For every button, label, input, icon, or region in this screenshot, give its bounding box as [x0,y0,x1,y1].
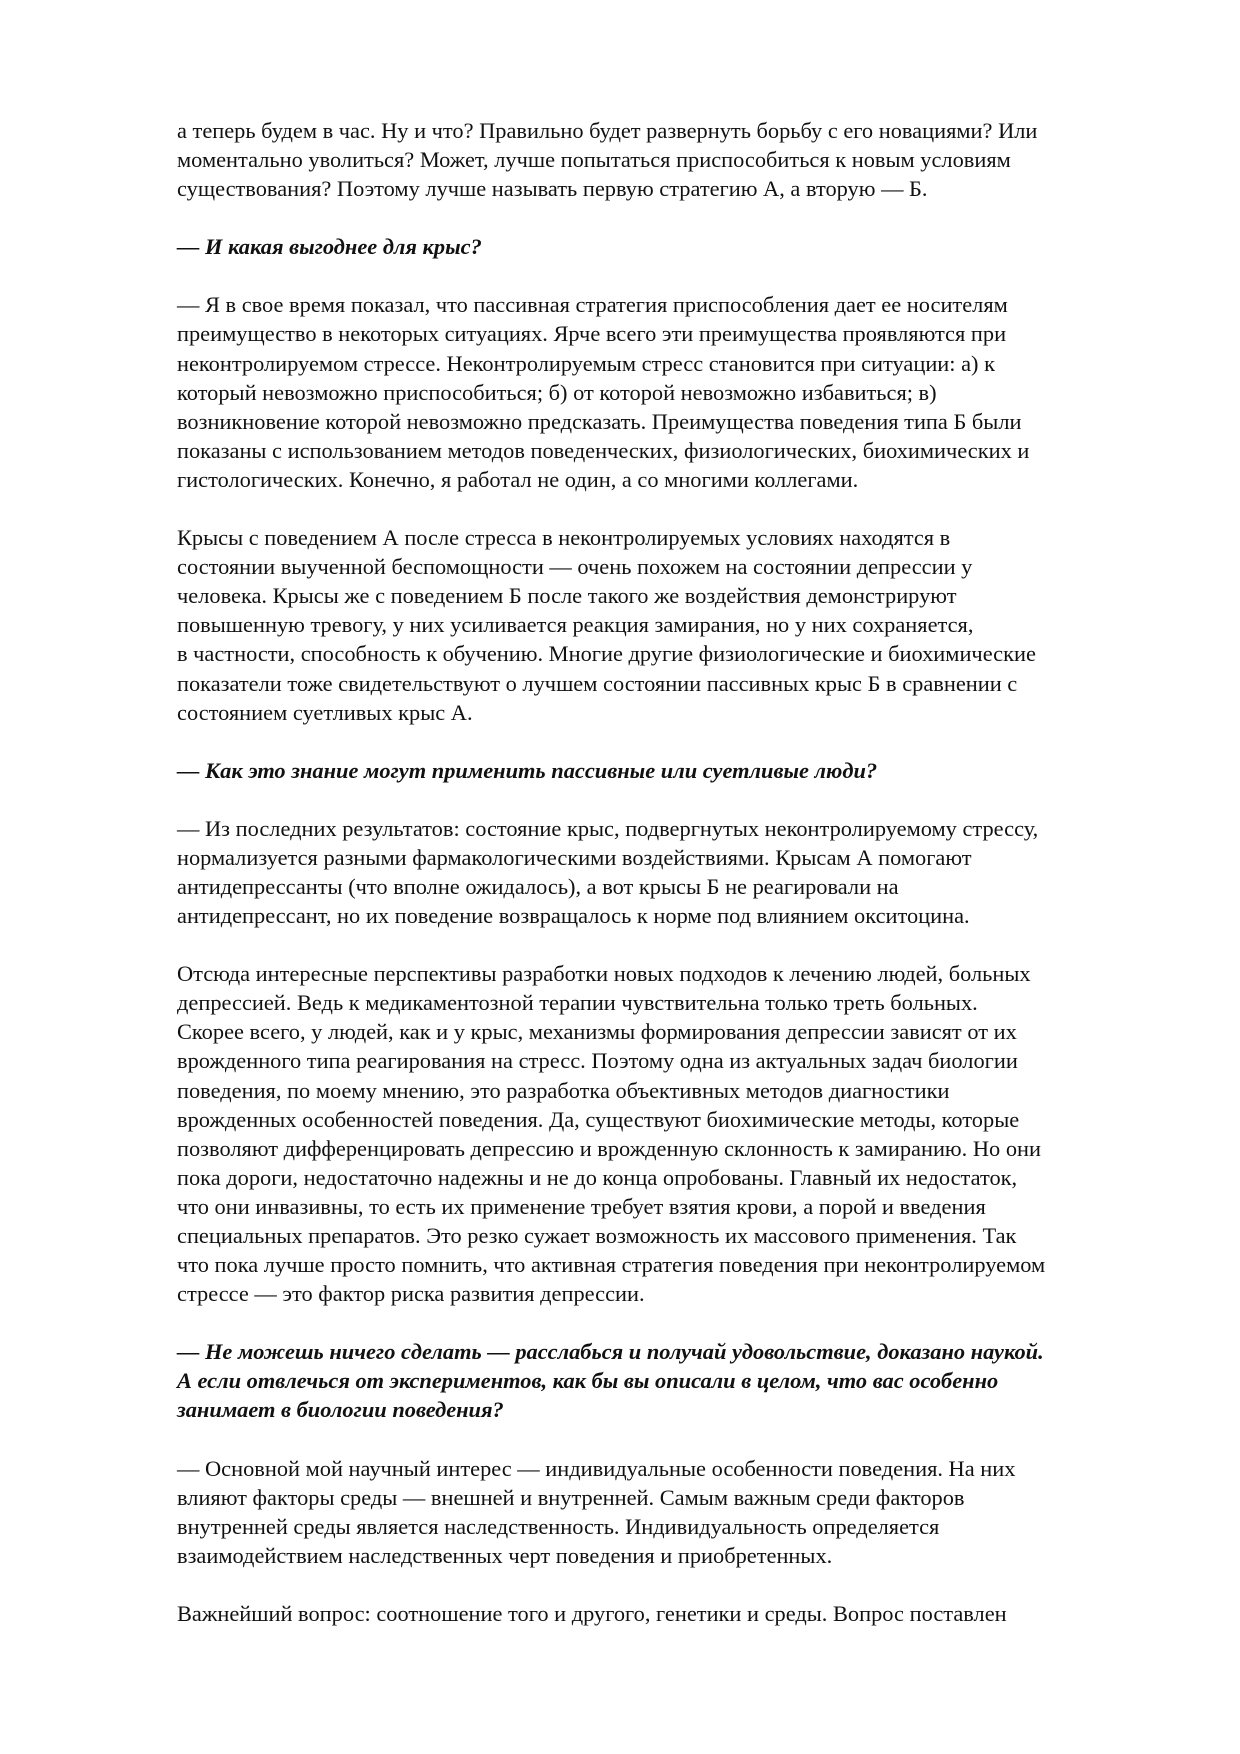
text-line: врожденных особенностей поведения. Да, существуют биохимические методы, которые [177,1106,1020,1132]
text-line: гистологических. Конечно, я работал не один, а со многими коллегами. [177,466,859,492]
text-line: поведения, по моему мнению, это разработка объективных методов диагностики [177,1077,950,1103]
text-line: пока дороги, недостаточно надежны и не до конца опробованы. Главный их недостаток, [177,1164,1018,1190]
text-line: антидепрессант, но их поведение возвращалось к норме под влиянием окситоцина. [177,903,970,929]
text-line: депрессией. Ведь к медикаментозной терапии чувствительна только треть больных. [177,990,978,1016]
text-line: нормализуется разными фармакологическими воздействиями. Крысам А помогают [177,844,972,870]
text-line: в частности, способность к обучению. Многие другие физиологические и биохимические [177,641,1036,667]
text-line: — Основной мой научный интерес — индивидуальные особенности поведения. На них [177,1455,1016,1481]
text-line: позволяют дифференцировать депрессию и врожденную склонность к замиранию. Но они [177,1135,1041,1161]
text-line: неконтролируемом стрессе. Неконтролируемым стресс становится при ситуации: а) к [177,350,995,376]
paragraph-5 [177,959,1173,1308]
paragraph-4 [177,814,1173,930]
text-line: Важнейший вопрос: соотношение того и другого, генетики и среды. Вопрос поставлен [177,1600,1007,1626]
text-line: моментально уволиться? Может, лучше попытаться приспособиться к новым условиям [177,147,1011,173]
paragraph-1 [177,116,1173,203]
question-line: — И какая выгоднее для крыс? [177,234,482,260]
document-page [177,116,1173,1628]
text-line: показаны с использованием методов поведенческих, физиологических, биохимических и [177,437,1030,463]
text-line: Крысы с поведением А после стресса в неконтролируемых условиях находятся в [177,525,951,551]
question-line: — Не можешь ничего сделать — расслабься и получай удовольствие, доказано наукой. [177,1339,1044,1365]
text-line: специальных препаратов. Это резко сужает возможность их массового применения. Так [177,1223,1017,1248]
text-line: что пока лучше просто помнить, что активная стратегия поведения при неконтролируемом [177,1252,1046,1278]
text-line: — Я в свое время показал, что пассивная стратегия приспособления дает ее носителям [177,292,1008,318]
paragraph-2 [177,290,1173,494]
text-line: Отсюда интересные перспективы разработки новых подходов к лечению людей, больных [177,961,1031,987]
text-line: врожденного типа реагирования на стресс. Поэтому одна из актуальных задач биологии [177,1048,1018,1074]
text-line: внутренней среды является наследственность. Индивидуальность определяется [177,1513,940,1539]
question-line: занимает в биологии поведения? [177,1397,504,1423]
question-line: — Как это знание могут применить пассивные или суетливые люди? [177,757,878,783]
text-line: влияют факторы среды — внешней и внутренней. Самым важным среди факторов [177,1484,965,1510]
text-line: антидепрессанты (что вполне ожидалось), а вот крысы Б не реагировали на [177,873,899,899]
text-line: стрессе — это фактор риска развития депрессии. [177,1281,645,1307]
text-line: — Из последних результатов: состояние крыс, подвергнутых неконтролируемому стрессу, [177,815,1039,841]
text-line: который невозможно приспособиться; б) от которой невозможно избавиться; в) [177,379,937,405]
paragraph-3 [177,523,1173,727]
question-line: А если отвлечься от экспериментов, как бы вы описали в целом, что вас особенно [177,1368,999,1394]
text-line: преимущество в некоторых ситуациях. Ярче всего эти преимущества проявляются при [177,321,1007,347]
text-line: возникновение которой невозможно предсказать. Преимущества поведения типа Б были [177,408,1022,434]
text-line: а теперь будем в час. Ну и что? Правильно будет развернуть борьбу с его новациями? Или [177,118,1038,143]
interview-question-1 [177,232,1173,261]
text-line: состоянием суетливых крыс А. [177,699,473,725]
text-line: существования? Поэтому лучше называть первую стратегию А, а вторую — Б. [177,176,928,202]
text-line: Скорее всего, у людей, как и у крыс, механизмы формирования депрессии зависят от их [177,1019,1017,1045]
text-line: взаимодействием наследственных черт поведения и приобретенных. [177,1542,833,1568]
text-line: повышенную тревогу, у них усиливается реакция замирания, но у них сохраняется, [177,612,974,638]
text-line: состоянии выученной беспомощности — очень похожем на состоянии депрессии у [177,554,973,580]
interview-question-3 [177,1337,1173,1424]
paragraph-7 [177,1599,1173,1628]
text-line: показатели тоже свидетельствуют о лучшем состоянии пассивных крыс Б в сравнении с [177,670,1018,696]
text-line: человека. Крысы же с поведением Б после такого же воздействия демонстрируют [177,583,957,609]
interview-question-2 [177,756,1173,785]
text-line: что они инвазивны, то есть их применение требует взятия крови, а порой и введения [177,1193,986,1219]
paragraph-6 [177,1454,1173,1570]
